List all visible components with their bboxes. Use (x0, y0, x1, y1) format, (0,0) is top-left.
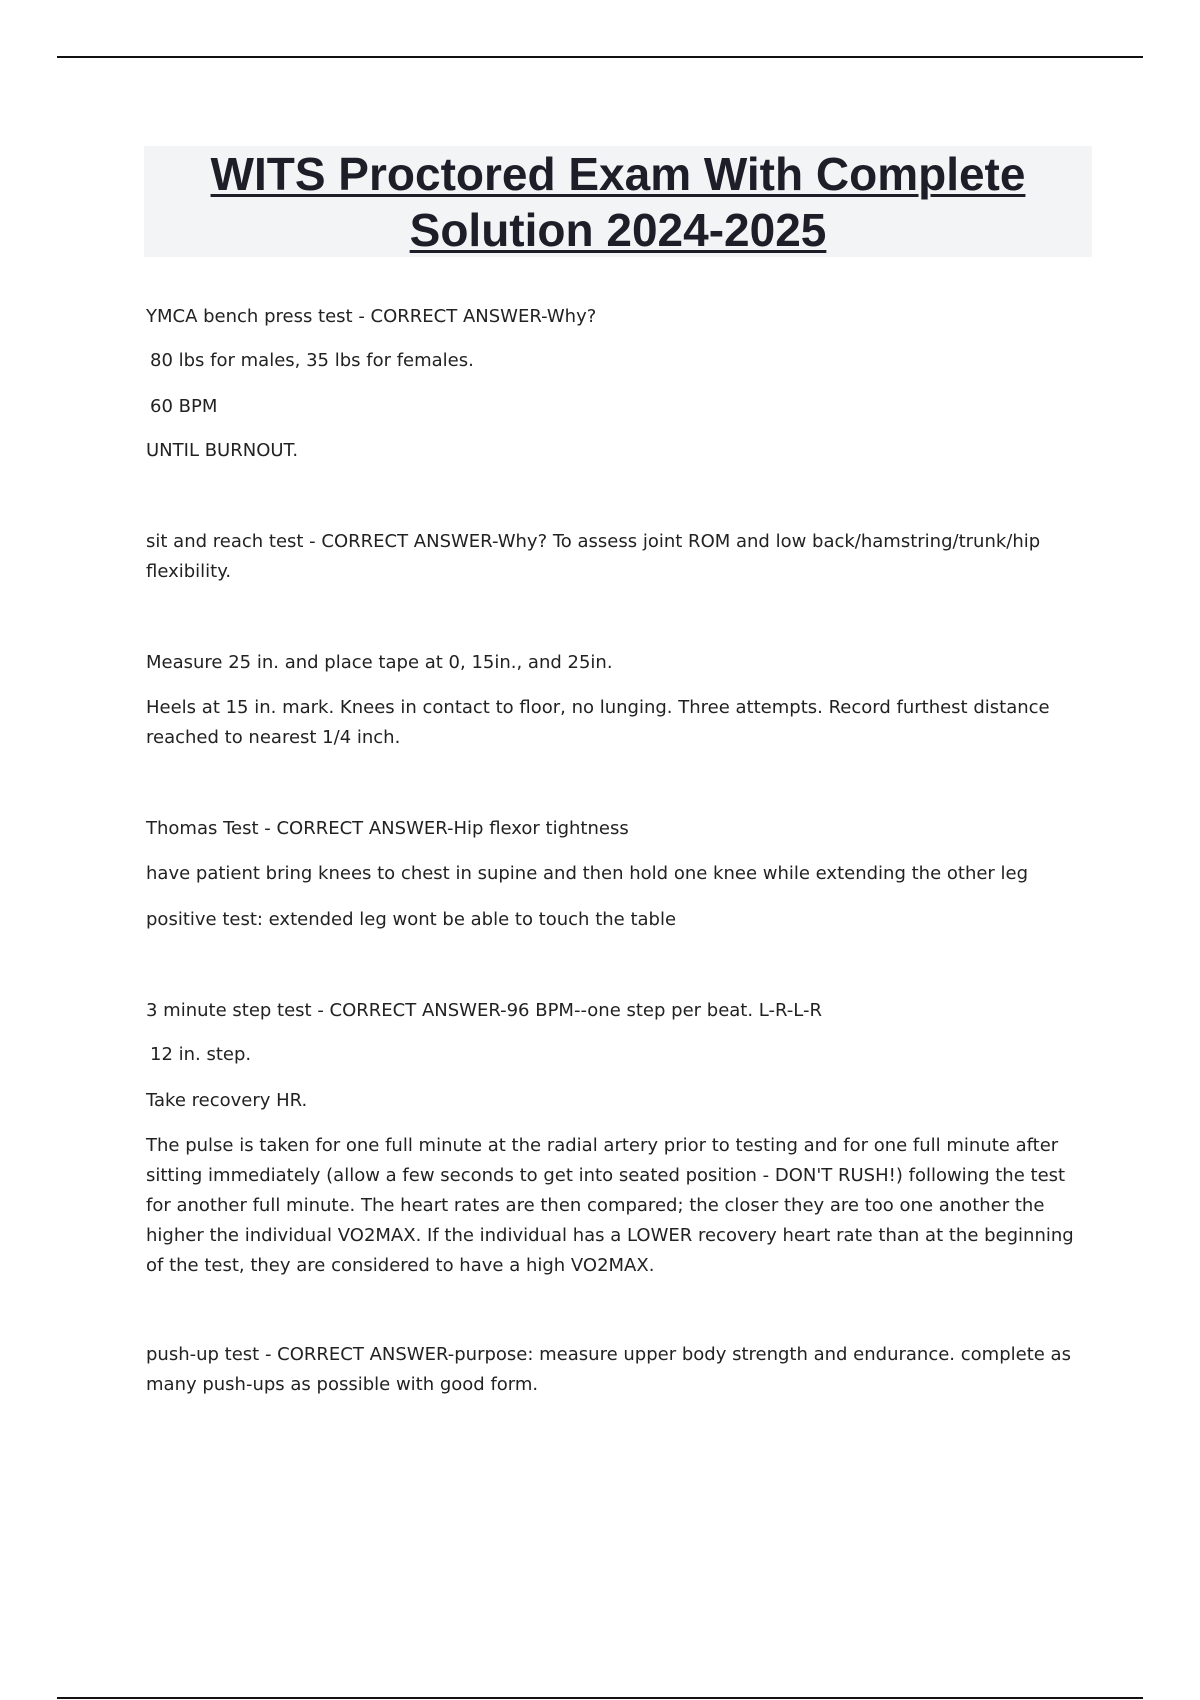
document-title: WITS Proctored Exam With Complete Solution 2024-2025 (210, 148, 1026, 256)
paragraph-step-pulse: The pulse is taken for one full minute at the radial artery prior to testing and for one full minute after sitting immediately (allow a few seconds to get into seated position - DON'T RUSH!) following the test for another full minute. The heart rates are then compared; the closer they are too one another the higher the individual VO2MAX. If the individual has a LOWER recovery heart rate than at the beginning of the test, they are considered to have a high VO2MAX. (146, 1135, 1074, 1276)
paragraph-ymca-bpm: 60 BPM (150, 396, 218, 417)
paragraph-ymca-question: YMCA bench press test - CORRECT ANSWER-Why? (146, 306, 597, 327)
paragraph-step-question: 3 minute step test - CORRECT ANSWER-96 BPM--one step per beat. L-R-L-R (146, 1000, 823, 1021)
top-rule (57, 56, 1143, 58)
paragraph-ymca-weights: 80 lbs for males, 35 lbs for females. (150, 350, 474, 371)
title-banner (144, 146, 1092, 257)
paragraph-pushup-question: push-up test - CORRECT ANSWER-purpose: measure upper body strength and endurance. complete as many push-ups as possible with good form. (146, 1344, 1071, 1395)
bottom-rule (57, 1697, 1143, 1699)
paragraph-step-height: 12 in. step. (150, 1044, 252, 1065)
paragraph-ymca-burnout: UNTIL BURNOUT. (146, 440, 299, 461)
paragraph-sit-reach-heels: Heels at 15 in. mark. Knees in contact to floor, no lunging. Three attempts. Record furthest distance reached to nearest 1/4 inch. (146, 697, 1050, 748)
paragraph-sit-reach-measure: Measure 25 in. and place tape at 0, 15in., and 25in. (146, 652, 613, 673)
paragraph-sit-reach-question: sit and reach test - CORRECT ANSWER-Why? To assess joint ROM and low back/hamstring/trunk/hip flexibility. (146, 531, 1041, 582)
paragraph-thomas-positive: positive test: extended leg wont be able to touch the table (146, 909, 677, 930)
paragraph-step-recovery: Take recovery HR. (146, 1090, 308, 1111)
paragraph-thomas-procedure: have patient bring knees to chest in supine and then hold one knee while extending the other leg (146, 863, 1029, 884)
paragraph-thomas-question: Thomas Test - CORRECT ANSWER-Hip flexor tightness (146, 818, 629, 839)
